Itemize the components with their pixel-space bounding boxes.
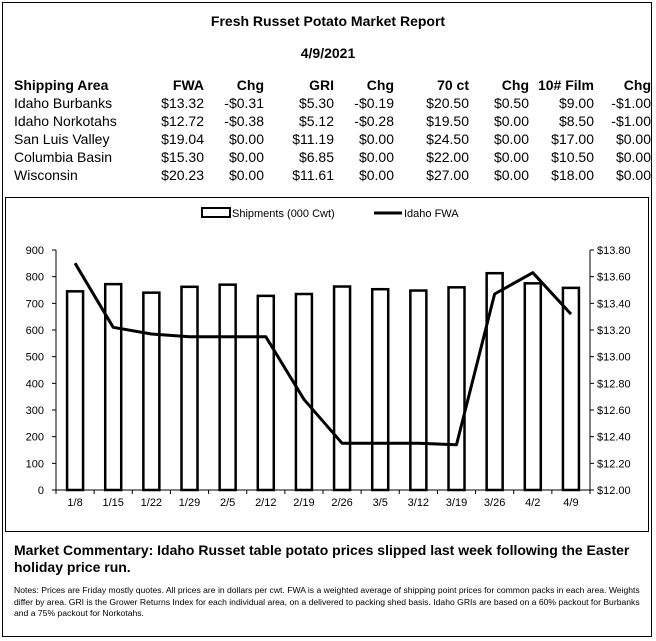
left-y-tick-label: 900 — [25, 245, 44, 257]
report-notes: Notes: Prices are Friday mostly quotes. All prices are in dollars per cwt. FWA is a weighted average of shipping point prices for common packs in each area. Weights differ by area. GRI is the Grower Returns Index for each individual area, on a delivered to packing shed basis. Idaho GRIs are based on a 60% packout for Burbanks and a 75% packout for Norkotahs. — [14, 585, 640, 618]
table-row — [14, 148, 651, 166]
col-header-gri-chg: Chg — [366, 77, 394, 93]
shipment-bar — [525, 283, 541, 490]
table-cell: Idaho Burbanks — [14, 95, 113, 111]
left-y-tick-label: 0 — [37, 485, 44, 497]
table-cell: $0.00 — [228, 149, 264, 165]
idaho-fwa-point — [189, 336, 190, 337]
left-y-tick-label: 200 — [25, 431, 44, 444]
col-header-70ct-chg: Chg — [501, 77, 529, 93]
table-cell: $11.61 — [292, 167, 334, 183]
table-cell: $11.19 — [292, 131, 334, 147]
table-cell: -$0.19 — [354, 95, 394, 111]
table-row — [14, 130, 651, 148]
shipment-bar — [258, 296, 274, 490]
table-cell: $0.00 — [615, 149, 651, 165]
x-tick-label: 1/29 — [178, 497, 201, 509]
chart-legend — [202, 208, 459, 220]
idaho-fwa-point — [227, 336, 228, 337]
shipment-bar — [372, 289, 388, 490]
right-y-tick-label: $13.00 — [597, 351, 631, 364]
table-cell: -$0.31 — [224, 95, 264, 111]
idaho-fwa-point — [113, 327, 114, 328]
chart-box — [5, 197, 649, 532]
legend-label-shipments: Shipments (000 Cwt) — [232, 208, 335, 220]
idaho-fwa-point — [75, 263, 76, 264]
x-tick-label: 2/26 — [331, 497, 353, 509]
table-cell: $0.00 — [358, 149, 394, 165]
table-row — [14, 166, 651, 184]
right-y-tick-label: $13.40 — [597, 298, 631, 311]
idaho-fwa-point — [494, 294, 495, 295]
table-row — [14, 112, 651, 130]
x-tick-label: 3/19 — [445, 497, 468, 509]
shipments-fwa-chart — [6, 198, 648, 531]
legend-bar-swatch — [202, 208, 230, 217]
right-y-tick-label: $12.60 — [597, 405, 631, 417]
idaho-fwa-point — [418, 443, 419, 444]
idaho-fwa-point — [342, 443, 343, 444]
x-tick-label: 2/12 — [255, 497, 277, 509]
table-cell: $0.00 — [358, 167, 394, 183]
shipment-bar — [143, 293, 159, 490]
table-cell: $24.50 — [426, 131, 469, 147]
table-cell: $8.50 — [558, 113, 594, 129]
x-tick-label: 3/12 — [407, 497, 430, 509]
table-cell: $22.00 — [426, 149, 469, 165]
table-cell: -$0.38 — [224, 113, 264, 129]
report-date: 4/9/2021 — [300, 45, 356, 61]
market-table — [14, 76, 651, 184]
table-cell: $20.23 — [161, 167, 204, 183]
shipment-bar — [220, 285, 236, 490]
left-y-tick-label: 500 — [25, 351, 44, 364]
table-cell: $5.30 — [298, 95, 334, 111]
table-cell: $27.00 — [426, 167, 469, 183]
right-y-tick-label: $12.40 — [597, 431, 631, 444]
table-cell: San Luis Valley — [14, 131, 110, 147]
report-title: Fresh Russet Potato Market Report — [210, 13, 446, 29]
table-cell: $19.04 — [161, 131, 204, 147]
table-cell: $0.00 — [228, 131, 264, 147]
idaho-fwa-point — [456, 444, 457, 445]
x-tick-label: 1/22 — [140, 497, 163, 509]
idaho-fwa-point — [380, 443, 381, 444]
right-y-tick-label: $12.00 — [597, 485, 631, 497]
right-y-tick-label: $13.80 — [597, 245, 631, 257]
col-header-fwa: FWA — [172, 77, 204, 93]
col-header-gri: GRI — [309, 77, 334, 93]
table-cell: $0.00 — [493, 149, 529, 165]
table-cell: $15.30 — [161, 149, 204, 165]
idaho-fwa-point — [265, 336, 266, 337]
right-y-tick-label: $12.20 — [597, 458, 631, 471]
market-commentary: Market Commentary: Idaho Russet table potato prices slipped last week following the Easter holiday price run. — [14, 542, 630, 575]
shipment-bar — [67, 291, 83, 490]
shipment-bar — [563, 288, 579, 490]
col-header-shipping-area: Shipping Area — [14, 77, 109, 93]
table-cell: $0.50 — [493, 95, 529, 111]
shipment-bar — [334, 287, 350, 490]
table-cell: $6.85 — [298, 149, 334, 165]
table-cell: $0.00 — [493, 167, 529, 183]
left-y-tick-label: 300 — [25, 405, 44, 417]
table-cell: $17.00 — [551, 131, 594, 147]
shipment-bar — [487, 273, 503, 490]
legend-label-idaho-fwa: Idaho FWA — [404, 208, 459, 220]
table-cell: Idaho Norkotahs — [14, 113, 117, 129]
x-tick-label: 1/8 — [67, 497, 83, 509]
table-cell: Columbia Basin — [14, 149, 113, 165]
x-tick-label: 2/19 — [293, 497, 315, 509]
table-cell: -$0.28 — [354, 113, 394, 129]
shipment-bar — [449, 287, 465, 490]
x-tick-label: 1/15 — [102, 497, 124, 509]
x-tick-label: 3/26 — [483, 497, 506, 509]
table-cell: $10.50 — [551, 149, 594, 165]
table-cell: $0.00 — [493, 131, 529, 147]
table-cell: $0.00 — [493, 113, 529, 129]
right-y-tick-label: $13.20 — [597, 325, 631, 337]
table-cell: $0.00 — [615, 167, 651, 183]
x-tick-label: 2/5 — [219, 497, 236, 509]
idaho-fwa-point — [303, 399, 304, 400]
idaho-fwa-point — [532, 272, 533, 273]
left-y-tick-label: 800 — [25, 271, 44, 284]
table-cell: $0.00 — [615, 131, 651, 147]
left-y-tick-label: 700 — [25, 298, 44, 311]
table-cell: -$1.00 — [611, 113, 651, 129]
x-tick-label: 4/2 — [525, 497, 541, 509]
table-cell: $5.12 — [298, 113, 334, 129]
table-cell: $20.50 — [426, 95, 469, 111]
x-tick-label: 3/5 — [372, 497, 388, 509]
right-y-tick-label: $13.60 — [597, 271, 631, 284]
right-y-tick-label: $12.80 — [597, 378, 631, 391]
shipment-bar — [182, 287, 198, 490]
table-cell: $18.00 — [551, 167, 594, 183]
x-tick-label: 4/9 — [563, 497, 579, 509]
col-header-10film: 10# Film — [537, 77, 594, 93]
col-header-10film-chg: Chg — [623, 77, 651, 93]
table-cell: Wisconsin — [14, 167, 78, 183]
table-cell: $13.32 — [161, 95, 204, 111]
table-cell: $0.00 — [228, 167, 264, 183]
left-y-tick-label: 400 — [25, 378, 44, 391]
idaho-fwa-point — [570, 314, 571, 315]
table-cell: $12.72 — [161, 113, 204, 129]
table-header-row — [14, 76, 651, 94]
left-y-tick-label: 600 — [25, 325, 44, 337]
left-y-tick-label: 100 — [25, 458, 44, 471]
col-header-fwa-chg: Chg — [236, 77, 264, 93]
table-cell: -$1.00 — [611, 95, 651, 111]
table-cell: $0.00 — [358, 131, 394, 147]
shipment-bar — [410, 291, 426, 490]
table-cell: $19.50 — [426, 113, 469, 129]
idaho-fwa-point — [151, 334, 152, 335]
col-header-70ct: 70 ct — [437, 77, 469, 93]
table-row — [14, 94, 651, 112]
table-cell: $9.00 — [558, 95, 594, 111]
